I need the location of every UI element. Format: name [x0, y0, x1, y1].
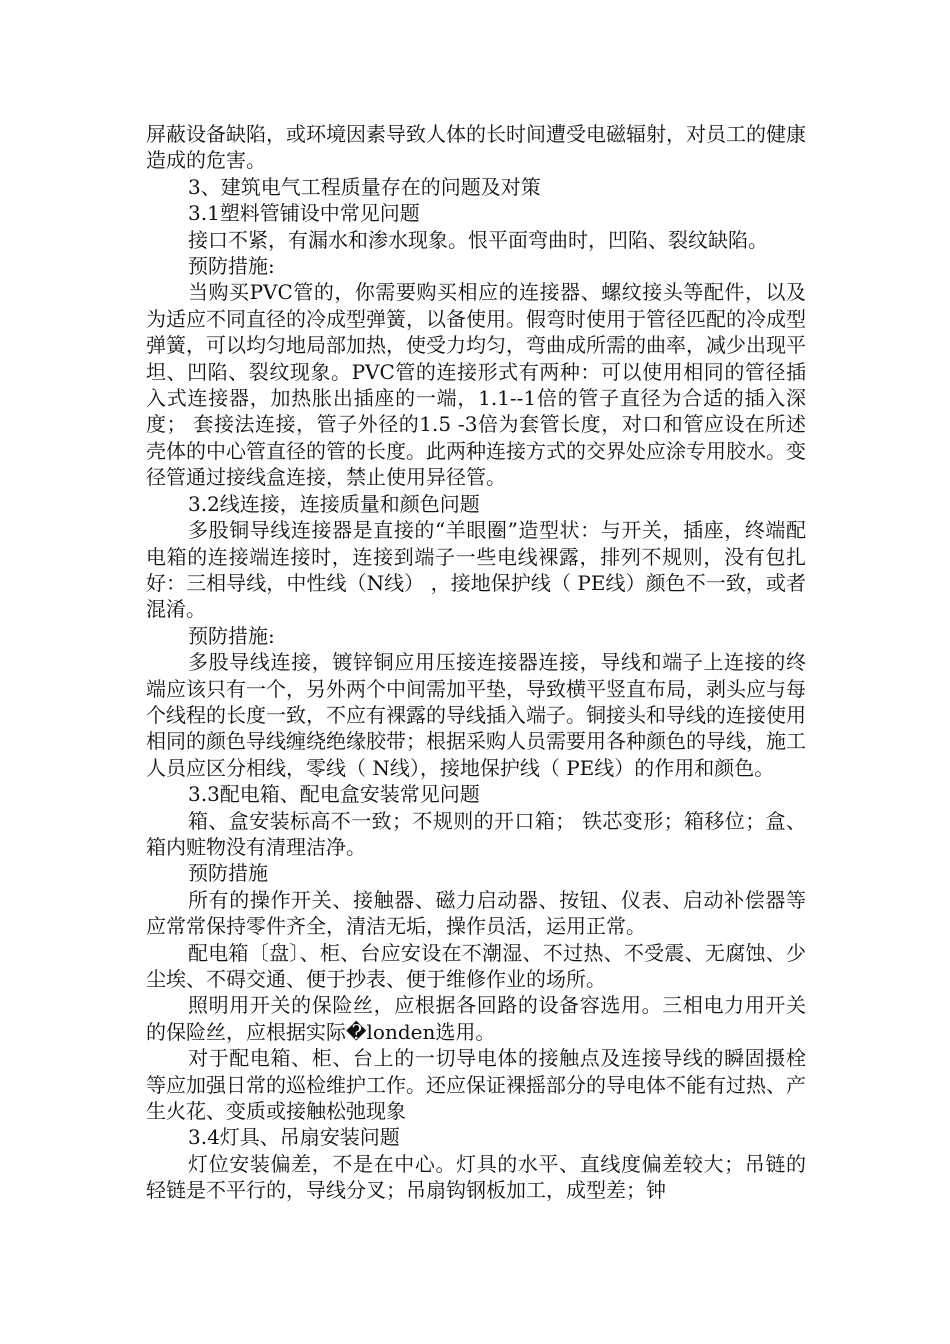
subsection-heading: 3.4灯具、吊扇安装问题	[188, 1125, 400, 1150]
paragraph: 对于配电箱、柜、台上的一切导电体的接触点及连接导线的瞬固摄栓等应加强日常的巡检维护工作。还应保证裸摇部分的导电体不能有过热、产生火花、变质或接触松弛现象	[146, 1046, 806, 1124]
subsection-heading: 3.2线连接，连接质量和颜色问题	[188, 491, 480, 516]
paragraph: 配电箱〔盘〕、柜、台应安设在不潮湿、不过热、不受震、无腐蚀、少尘埃、不碍交通、便于抄表、便于维修作业的场所。	[146, 940, 806, 991]
paragraph: 所有的操作开关、接触器、磁力启动器、按钮、仪表、启动补偿器等应常常保持零件齐全，清洁无垢，操作员活，运用正常。	[146, 887, 806, 939]
document-body	[146, 121, 806, 1204]
paragraph: 接口不紧，有漏水和渗水现象。恨平面弯曲时，凹陷、裂纹缺陷。	[188, 227, 768, 252]
paragraph: 屏蔽设备缺陷，或环境因素导致人体的长时间遭受电磁辐射，对员工的健康造成的危害。	[146, 122, 806, 173]
paragraph: 多股铜导线连接器是直接的“羊眼圈”造型状：与开关，插座，终端配电箱的连接端连接时，连接到端子一些电线裸露，排列不规则，没有包扎好：三相导线，中性线（N线） ，接地保护线（ PE线）颜色不一致，或者混淆。	[146, 518, 806, 622]
subsection-heading: 3.1塑料管铺设中常见问题	[188, 201, 420, 226]
paragraph: 当购买PVC管的，你需要购买相应的连接器、螺纹接头等配件，以及为适应不同直径的冷成型弹簧，以备使用。假弯时使用于管径匹配的冷成型弹簧，可以均匀地局部加热，使受力均匀，弯曲成所需的曲率，减少出现平坦、凹陷、裂纹现象。PVC管的连接形式有两种：可以使用相同的管径插入式连接器，加热胀出插座的一端，1.1--1倍的管子直径为合适的插入深度； 套接法连接，管子外径的1.5 -3倍为套管长度，对口和管应设在所述壳体的中心管直径的管的长度。此两种连接方式的交界处应涂专用胶水。变径管通过接线盒连接，禁止使用异径管。	[146, 280, 806, 490]
measures-label: 预防措施:	[188, 254, 275, 279]
paragraph: 多股导线连接，镀锌铜应用压接连接器连接，导线和端子上连接的终端应该只有一个，另外两个中间需加平垫，导致横平竖直布局，剥头应与每个线程的长度一致，不应有裸露的导线插入端子。铜接头和导线的连接使用相同的颜色导线缠绕绝缘胶带；根据采购人员需要用各种颜色的导线，施工人员应区分相线，零线（ N线），接地保护线（ PE线）的作用和颜色。	[146, 650, 806, 780]
measures-label: 预防措施	[188, 861, 268, 886]
paragraph: 灯位安装偏差，不是在中心。灯具的水平、直线度偏差较大；吊链的轻链是不平行的，导线分叉；吊扇钩钢板加工，成型差；钟	[146, 1151, 806, 1203]
paragraph: 箱、盒安装标高不一致；不规则的开口箱； 铁芯变形；箱移位；盒、箱内赃物没有清理洁净。	[146, 808, 806, 859]
measures-label: 预防措施:	[188, 623, 275, 648]
section-heading: 3、建筑电气工程质量存在的问题及对策	[188, 174, 541, 199]
paragraph: 照明用开关的保险丝，应根据各回路的设备容选用。三相电力用开关的保险丝，应根据实际�londen选用。	[146, 993, 806, 1044]
subsection-heading: 3.3配电箱、配电盒安装常见问题	[188, 782, 480, 807]
